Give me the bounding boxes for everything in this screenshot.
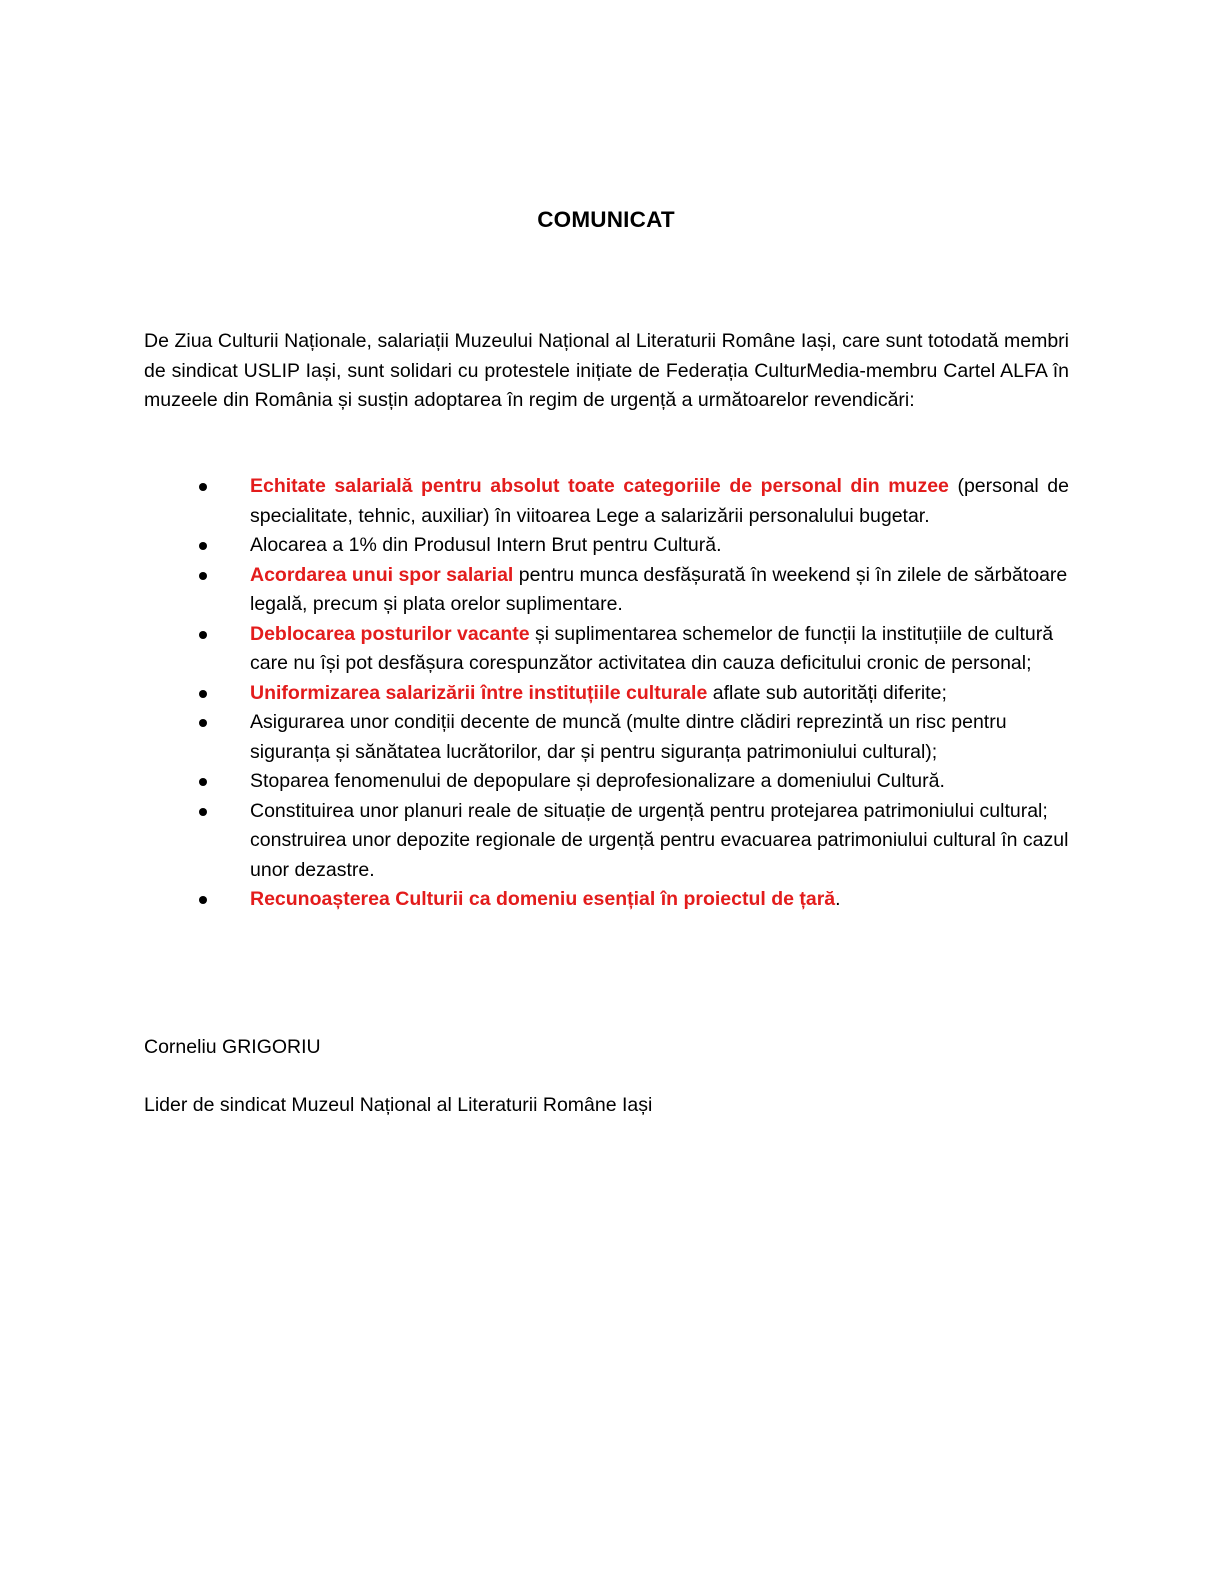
item-text: pentru munca desfășurată în weekend și în zilele de sărbătoare legală, precum și plata orelor suplimentare. xyxy=(250,563,1068,615)
signature-name: Corneliu GRIGORIU xyxy=(144,1036,321,1058)
bullet-icon xyxy=(199,896,207,904)
bullet-icon xyxy=(199,719,207,727)
list-item xyxy=(144,531,1069,561)
item-text: Alocarea a 1% din Produsul Intern Brut pentru Cultură. xyxy=(250,534,722,556)
bullet-icon xyxy=(199,483,207,491)
bullet-icon xyxy=(199,778,207,786)
item-text: aflate sub autorități diferite; xyxy=(707,681,947,704)
bullet-icon xyxy=(199,808,207,816)
bullet-icon xyxy=(199,572,207,580)
list-item xyxy=(144,885,1069,915)
item-text: și suplimentarea schemelor de funcții la instituțiile de cultură care nu își pot desfășura corespunzător activitatea din cauza deficitului cronic de personal; xyxy=(250,622,1054,674)
list-item xyxy=(144,679,1069,709)
list-item xyxy=(144,767,1069,797)
list-item xyxy=(144,797,1069,886)
highlight-text: Uniformizarea salarizării între instituțiile culturale xyxy=(250,681,708,704)
item-text: . xyxy=(835,888,841,910)
item-text: Stoparea fenomenului de depopulare și deprofesionalizare a domeniului Cultură. xyxy=(250,770,945,792)
item-text: Asigurarea unor condiții decente de muncă (multe dintre clădiri reprezintă un risc pentru siguranța și sănătatea lucrătorilor, dar și pentru siguranța patrimoniului cultural); xyxy=(250,711,1007,763)
bullet-icon xyxy=(199,542,207,550)
list-item xyxy=(144,561,1069,620)
demands-list xyxy=(144,472,1069,915)
page-title: COMUNICAT xyxy=(537,207,675,232)
highlight-text: Echitate salarială pentru absolut toate categoriile de personal din muzee xyxy=(250,475,949,497)
item-text: Constituirea unor planuri reale de situație de urgență pentru protejarea patrimoniului cultural; construirea unor depozite regionale de urgență pentru evacuarea patrimoniului cultural în cazul unor dezastre. xyxy=(250,799,1069,881)
list-item xyxy=(144,708,1069,767)
bullet-icon xyxy=(199,690,207,698)
list-item xyxy=(144,620,1069,679)
bullet-icon xyxy=(199,631,207,639)
highlight-text: Recunoașterea Culturii ca domeniu esențial în proiectul de țară xyxy=(250,888,836,910)
intro-paragraph: De Ziua Culturii Naționale, salariații Muzeului Național al Literaturii Române Iași, care sunt totodată membri de sindicat USLIP Iași, sunt solidari cu protestele inițiate de Federația CulturMedia-membru Cartel ALFA în muzeele din România și susțin adoptarea în regim de urgență a următoarelor revendicări: xyxy=(144,330,1069,411)
item-text: (personal de specialitate, tehnic, auxiliar) în viitoarea Lege a salarizării personalului bugetar. xyxy=(250,475,1069,527)
signature-role: Lider de sindicat Muzeul Național al Literaturii Române Iași xyxy=(144,1094,653,1116)
list-item xyxy=(144,472,1069,531)
highlight-text: Deblocarea posturilor vacante xyxy=(250,622,530,645)
highlight-text: Acordarea unui spor salarial xyxy=(250,563,514,586)
